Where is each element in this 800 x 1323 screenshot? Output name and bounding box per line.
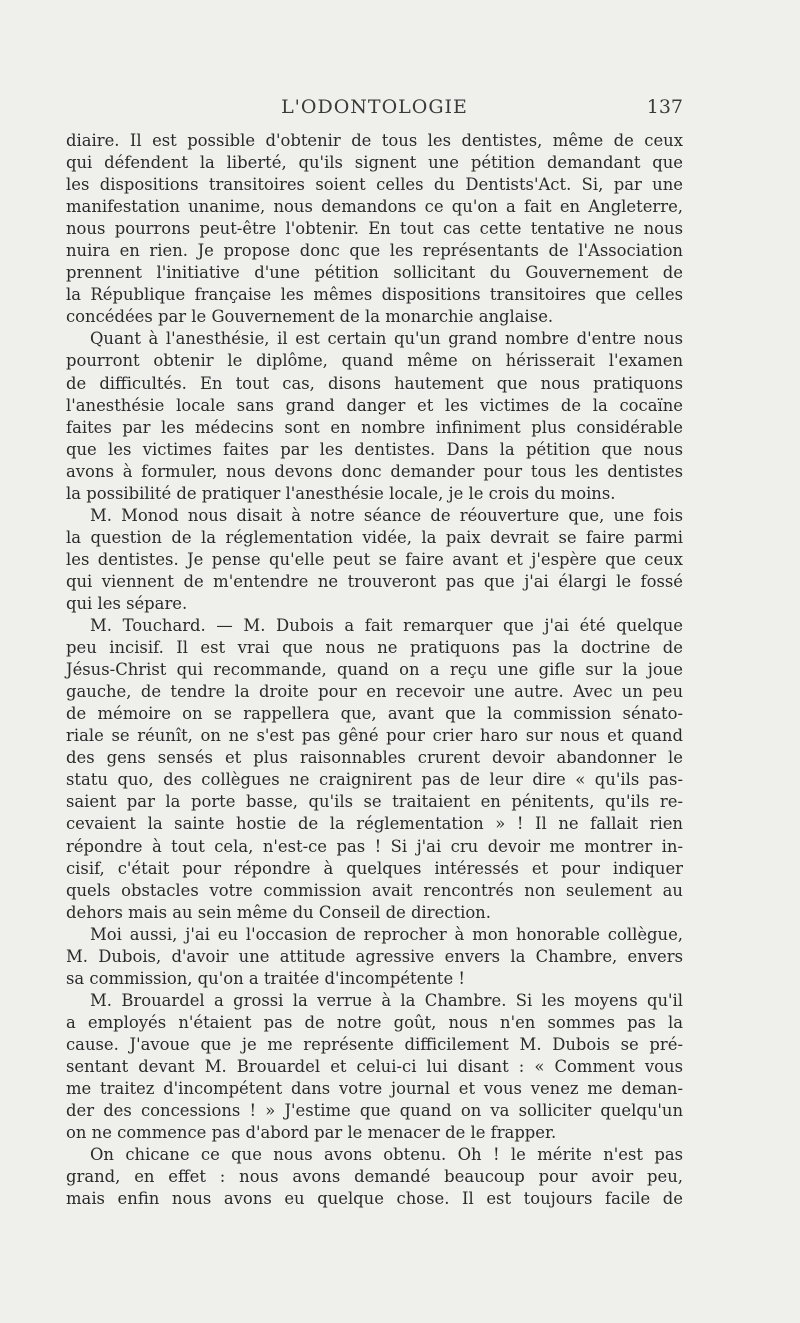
text-line: manifestation unanime, nous demandons ce qu'on a fait en Angleterre, bbox=[66, 197, 683, 217]
text-line: l'anesthésie locale sans grand danger et les victimes de la cocaïne bbox=[66, 395, 683, 415]
text-line: quels obstacles votre commission avait rencontrés non seulement au bbox=[66, 880, 683, 900]
text-line: Jésus-Christ qui recommande, quand on a reçu une gifle sur la joue bbox=[66, 660, 683, 680]
text-line: la République française les mêmes dispositions transitoires que celles bbox=[66, 285, 683, 305]
text-line: répondre à tout cela, n'est-ce pas ! Si j'ai cru devoir me montrer in- bbox=[66, 836, 683, 856]
text-line: nuira en rien. Je propose donc que les représentants de l'Association bbox=[66, 241, 683, 261]
text-line: les dentistes. Je pense qu'elle peut se faire avant et j'espère que ceux bbox=[66, 549, 683, 569]
page-header bbox=[66, 96, 683, 124]
running-title: L'ODONTOLOGIE bbox=[281, 96, 468, 118]
text-line: M. Touchard. — M. Dubois a fait remarquer que j'ai été quelque bbox=[90, 616, 683, 636]
text-line: de difficultés. En tout cas, disons hautement que nous pratiquons bbox=[66, 373, 683, 393]
text-line: M. Dubois, d'avoir une attitude agressive envers la Chambre, envers bbox=[66, 946, 683, 966]
text-line: la question de la réglementation vidée, la paix devrait se faire parmi bbox=[66, 527, 683, 547]
text-line: qui viennent de m'entendre ne trouveront pas que j'ai élargi le fossé bbox=[66, 571, 683, 591]
text-line: sa commission, qu'on a traitée d'incompétente ! bbox=[66, 968, 465, 988]
text-line: peu incisif. Il est vrai que nous ne pratiquons pas la doctrine de bbox=[66, 638, 683, 658]
text-line: mais enfin nous avons eu quelque chose. Il est toujours facile de bbox=[66, 1189, 683, 1209]
text-line: der des concessions ! » J'estime que quand on va solliciter quelqu'un bbox=[66, 1101, 683, 1121]
text-line: pourront obtenir le diplôme, quand même on hérisserait l'examen bbox=[66, 351, 683, 371]
text-line: la possibilité de pratiquer l'anesthésie locale, je le crois du moins. bbox=[66, 483, 616, 503]
page-number: 137 bbox=[646, 96, 683, 118]
text-line: que les victimes faites par les dentistes. Dans la pétition que nous bbox=[66, 439, 683, 459]
text-line: saient par la porte basse, qu'ils se traitaient en pénitents, qu'ils re- bbox=[66, 792, 683, 812]
text-line: cisif, c'était pour répondre à quelques intéressés et pour indiquer bbox=[66, 858, 683, 878]
text-line: cause. J'avoue que je me représente difficilement M. Dubois se pré- bbox=[66, 1034, 683, 1054]
text-line: les dispositions transitoires soient celles du Dentists'Act. Si, par une bbox=[66, 175, 683, 195]
text-line: M. Brouardel a grossi la verrue à la Chambre. Si les moyens qu'il bbox=[90, 990, 683, 1010]
text-line: dehors mais au sein même du Conseil de direction. bbox=[66, 902, 491, 922]
text-line: riale se réunît, on ne s'est pas gêné pour crier haro sur nous et quand bbox=[66, 726, 683, 746]
text-line: grand, en effet : nous avons demandé beaucoup pour avoir peu, bbox=[66, 1167, 683, 1187]
text-line: a employés n'étaient pas de notre goût, nous n'en sommes pas la bbox=[66, 1012, 683, 1032]
text-line: cevaient la sainte hostie de la réglementation » ! Il ne fallait rien bbox=[66, 814, 683, 834]
text-line: diaire. Il est possible d'obtenir de tous les dentistes, même de ceux bbox=[66, 131, 683, 150]
text-line: Quant à l'anesthésie, il est certain qu'un grand nombre d'entre nous bbox=[90, 329, 683, 349]
text-line: statu quo, des collègues ne craignirent pas de leur dire « qu'ils pas- bbox=[66, 770, 683, 790]
text-line: de mémoire on se rappellera que, avant que la commission sénato- bbox=[66, 704, 683, 724]
text-line: qui les sépare. bbox=[66, 593, 188, 613]
text-line: M. Monod nous disait à notre séance de réouverture que, une fois bbox=[90, 505, 683, 525]
body-text bbox=[66, 130, 683, 1210]
text-line: On chicane ce que nous avons obtenu. Oh ! le mérite n'est pas bbox=[90, 1145, 683, 1165]
text-line: Moi aussi, j'ai eu l'occasion de reprocher à mon honorable collègue, bbox=[90, 924, 683, 944]
text-line: prennent l'initiative d'une pétition sollicitant du Gouvernement de bbox=[66, 263, 683, 283]
text-line: nous pourrons peut-être l'obtenir. En tout cas cette tentative ne nous bbox=[66, 219, 683, 239]
text-line: me traitez d'incompétent dans votre journal et vous venez me deman- bbox=[66, 1079, 683, 1099]
text-line: faites par les médecins sont en nombre infiniment plus considérable bbox=[66, 417, 683, 437]
text-line: qui défendent la liberté, qu'ils signent une pétition demandant que bbox=[66, 153, 683, 173]
text-line: des gens sensés et plus raisonnables crurent devoir abandonner le bbox=[66, 748, 683, 768]
text-line: avons à formuler, nous devons donc demander pour tous les dentistes bbox=[66, 461, 683, 481]
text-line: gauche, de tendre la droite pour en recevoir une autre. Avec un peu bbox=[66, 682, 683, 702]
text-line: on ne commence pas d'abord par le menacer de le frapper. bbox=[66, 1123, 557, 1143]
text-line: sentant devant M. Brouardel et celui-ci lui disant : « Comment vous bbox=[66, 1056, 683, 1076]
text-line: concédées par le Gouvernement de la monarchie anglaise. bbox=[66, 307, 554, 327]
